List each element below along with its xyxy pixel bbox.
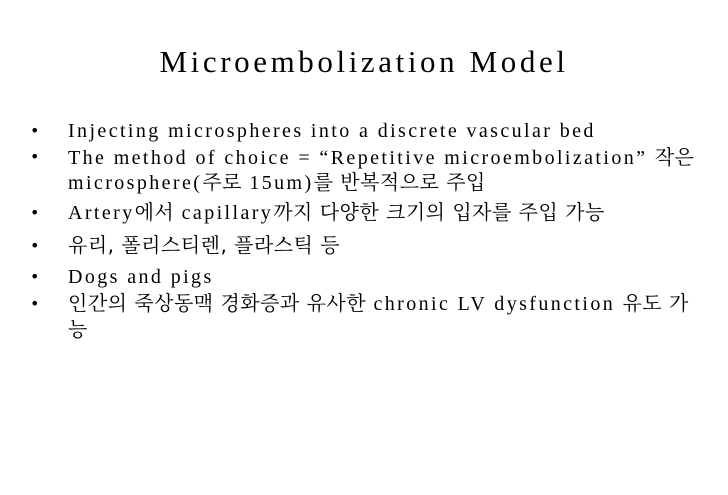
bullet-text-korean: 에서 xyxy=(134,200,175,224)
bullet-text-korean: 유리, 폴리스티렌, 플라스틱 등 xyxy=(68,233,341,257)
bullet-text: chronic LV dysfunction xyxy=(366,293,623,315)
bullet-text: microsphere( xyxy=(68,172,203,194)
bullet-dot-icon: • xyxy=(30,203,40,222)
bullet-text-korean: 주로 xyxy=(202,170,242,194)
bullet-text-korean: 유도 가능 xyxy=(68,291,689,341)
bullet-item xyxy=(28,233,698,259)
bullet-item xyxy=(28,291,698,343)
bullet-text: 15um) xyxy=(241,172,314,194)
bullet-item xyxy=(28,266,698,288)
bullet-text: Artery xyxy=(68,202,135,224)
bullet-text-korean: 까지 다양한 크기의 입자를 주입 가능 xyxy=(273,200,605,224)
bullet-list xyxy=(28,120,698,343)
bullet-text-korean: 작은 xyxy=(654,145,695,169)
bullet-text-korean: 인간의 죽상동맥 경화증과 유사한 xyxy=(68,291,367,315)
bullet-dot-icon: • xyxy=(30,294,40,313)
bullet-text: The method of choice = “Repetitive microembolization” xyxy=(68,147,655,169)
bullet-item xyxy=(28,120,698,142)
bullet-text-korean: 를 반복적으로 주입 xyxy=(313,170,486,194)
bullet-dot-icon: • xyxy=(30,236,40,255)
bullet-dot-icon: • xyxy=(30,121,40,140)
bullet-dot-icon: • xyxy=(30,147,40,166)
bullet-text: Dogs and pigs xyxy=(68,266,214,288)
bullet-dot-icon: • xyxy=(30,267,40,286)
bullet-item xyxy=(28,200,698,226)
slide-title: Microembolization Model xyxy=(159,44,569,79)
bullet-text: capillary xyxy=(174,202,274,224)
bullet-item xyxy=(28,145,698,195)
bullet-text: Injecting microspheres into a discrete vascular bed xyxy=(68,120,596,142)
